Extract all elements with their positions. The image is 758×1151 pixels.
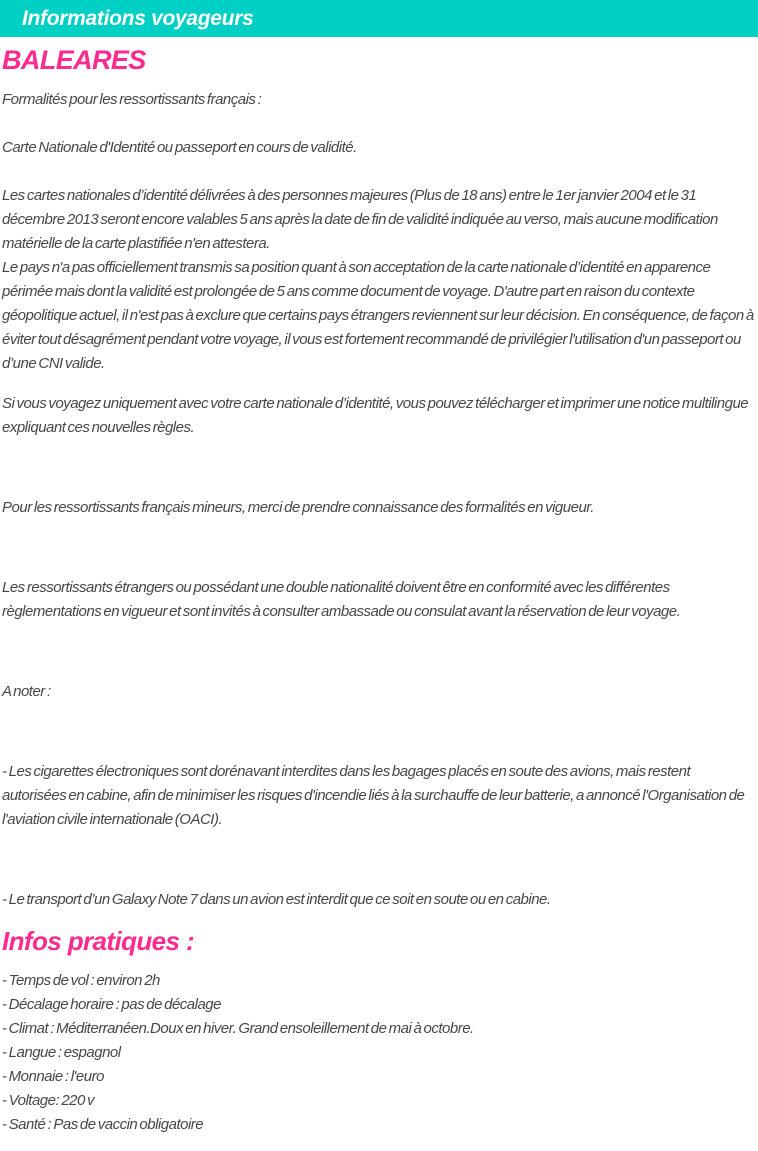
paragraph-cigarettes-electroniques: - Les cigarettes électroniques sont dorénavant interdites dans les bagages placés en soute des avions, mais restent autorisées en cabine, afin de minimiser les risques d'incendie liés à la surchauffe de leur batterie, a annoncé l'Organisation de l'aviation civile internationale (OACI). (2, 763, 745, 828)
paragraph-cartes-validite: Les cartes nationales d’identité délivrées à des personnes majeures (Plus de 18 ans) entre le 1er janvier 2004 et le 31 décembre 2013 seront encore valables 5 ans après la date de fin de validité indiquée au verso, mais aucune modification matérielle de la carte plastifiée n'en attestera. (2, 187, 718, 252)
destination-title: BALEARES (2, 45, 146, 75)
info-item-voltage: - Voltage: 220 v (2, 1092, 95, 1109)
main-content (0, 45, 758, 1137)
paragraph-mineurs: Pour les ressortissants français mineurs, merci de prendre connaissance des formalités en vigueur. (2, 499, 594, 516)
paragraph-position-pays: Le pays n'a pas officiellement transmis sa position quant à son acceptation de la carte nationale d’identité en apparence périmée mais dont la validité est prolongée de 5 ans comme document de voyage. D'autre part en raison du contexte géopolitique actuel, il n'est pas à exclure que certains pays étrangers reviennent sur leur décision. En conséquence, de façon à éviter tout désagrément pendant votre voyage, il vous est fortement recommandé de privilégier l'utilisation d'un passeport ou d’une CNI valide. (2, 259, 754, 372)
infos-pratiques-title: Infos pratiques : (2, 926, 195, 956)
info-item-temps-de-vol: - Temps de vol : environ 2h (2, 972, 160, 989)
paragraph-formalites-intro: Formalités pour les ressortissants français : (2, 91, 262, 108)
page-header-title: Informations voyageurs (22, 6, 254, 30)
info-item-langue: - Langue : espagnol (2, 1044, 121, 1061)
page-header (0, 0, 758, 37)
info-item-sante: - Santé : Pas de vaccin obligatoire (2, 1116, 204, 1133)
paragraph-ressortissants-etrangers: Les ressortissants étrangers ou possédant une double nationalité doivent être en conformité avec les différentes règlementations en vigueur et sont invités à consulter ambassade ou consulat avant la réservation de leur voyage. (2, 579, 681, 620)
infos-pratiques-list (2, 969, 756, 1137)
paragraph-galaxy-note7: - Le transport d’un Galaxy Note 7 dans un avion est interdit que ce soit en soute ou en cabine. (2, 891, 551, 908)
paragraph-notice-multilingue: Si vous voyagez uniquement avec votre carte nationale d’identité, vous pouvez télécharger et imprimer une notice multilingue expliquant ces nouvelles règles. (2, 395, 749, 436)
info-item-decalage-horaire: - Décalage horaire : pas de décalage (2, 996, 221, 1013)
info-item-climat: - Climat : Méditerranéen.Doux en hiver. Grand ensoleillement de mai à octobre. (2, 1020, 474, 1037)
paragraph-carte-identite: Carte Nationale d'Identité ou passeport en cours de validité. (2, 139, 357, 156)
paragraph-a-noter: A noter : (2, 683, 51, 700)
info-item-monnaie: - Monnaie : l'euro (2, 1068, 104, 1085)
